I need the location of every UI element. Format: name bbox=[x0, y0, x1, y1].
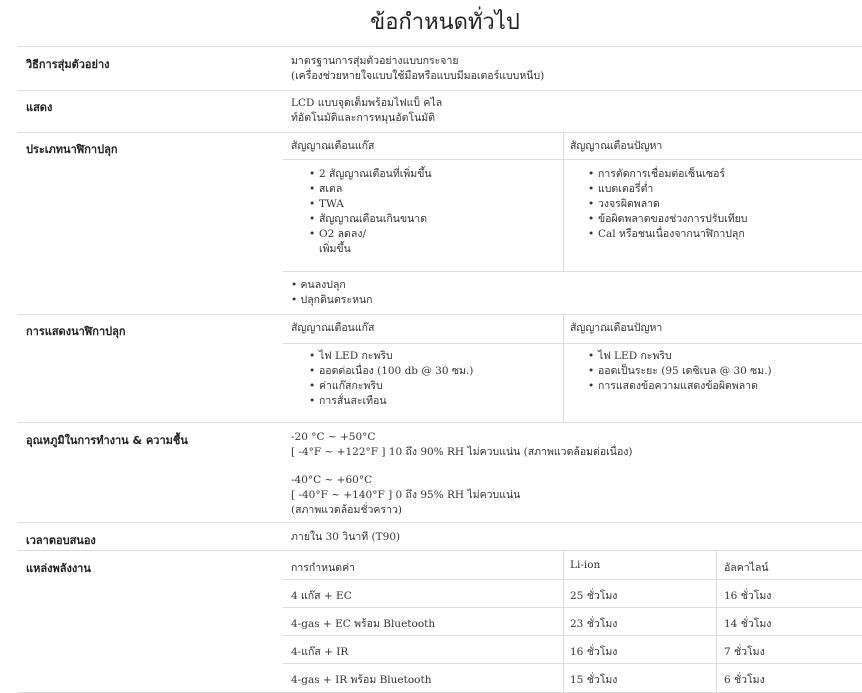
list-item: • การสั่นสะเทือน bbox=[309, 394, 559, 409]
spec-row-response bbox=[18, 522, 862, 551]
list-item: • ข้อผิดพลาดของช่วงการปรับเทียบ bbox=[588, 212, 858, 227]
list-item: • ออดเป็นระยะ (95 เดซิเบล @ 30 ซม.) bbox=[588, 364, 858, 379]
spec-label: วิธีการสุ่มตัวอย่าง bbox=[26, 58, 110, 71]
list-item: • O2 ลดลง/ เพิ่มขึ้น bbox=[309, 227, 559, 257]
table-cell: 15 ชั่วโมง bbox=[570, 674, 618, 686]
table-cell: 25 ชั่วโมง bbox=[570, 590, 618, 602]
problem-alarm-list bbox=[588, 167, 858, 242]
spec-row-power bbox=[18, 550, 862, 693]
table-cell: 14 ชั่วโมง bbox=[724, 618, 772, 630]
problem-alarm-header: สัญญาณเตือนปัญหา bbox=[570, 322, 663, 334]
table-cell: 4-gas + EC พร้อม Bluetooth bbox=[291, 618, 436, 630]
table-cell: 16 ชั่วโมง bbox=[570, 646, 618, 658]
table-cell: 4 แก๊ส + EC bbox=[291, 590, 352, 602]
list-item: • ค่าแก๊สกะพริบ bbox=[309, 379, 559, 394]
problem-alarm-header: สัญญาณเตือนปัญหา bbox=[570, 140, 663, 152]
spec-value: ภายใน 30 วินาที (T90) bbox=[291, 531, 401, 543]
table-header: Li-ion bbox=[570, 559, 601, 571]
spec-row-sampling bbox=[18, 46, 862, 91]
spec-row-display bbox=[18, 90, 862, 133]
list-item: • สเตล bbox=[309, 182, 559, 197]
spec-label: การแสดงนาฬิกาปลุก bbox=[26, 325, 126, 338]
page-title: ข้อกำหนดทั่วไป bbox=[370, 10, 520, 35]
list-item: • 2 สัญญาณเตือนที่เพิ่มขึ้น bbox=[309, 167, 559, 182]
table-cell: 23 ชั่วโมง bbox=[570, 618, 618, 630]
extra-alarm-item: • ปลุกดินตระหนก bbox=[291, 294, 373, 306]
spec-label: อุณหภูมิในการทำงาน & ความชื้น bbox=[26, 434, 188, 447]
spec-value: -40°C ~ +60°C [ -40°F ~ +140°F ] 0 ถึง 95% RH ไม่ควบแน่น (สภาพแวดล้อมชั่วคราว) bbox=[291, 474, 521, 516]
table-cell: 7 ชั่วโมง bbox=[724, 646, 765, 658]
spec-label: แสดง bbox=[26, 101, 53, 114]
table-cell: 4-แก๊ส + IR bbox=[291, 646, 349, 658]
list-item: • แบตเตอรี่ต่ำ bbox=[588, 182, 858, 197]
spec-value: มาตรฐานการสุ่มตัวอย่างแบบกระจาย (เครื่องช่วยหายใจแบบใช้มือหรือแบบมีมอเตอร์แบบหนีบ) bbox=[291, 55, 545, 82]
problem-alarm-display-list bbox=[588, 349, 858, 394]
spec-value: LCD แบบจุดเต็มพร้อมไฟแบ็ คไล ท์อัตโนมัติและการหมุนอัตโนมัติ bbox=[291, 97, 443, 124]
table-header: การกำหนดค่า bbox=[291, 562, 355, 574]
list-item: • Cal หรือชนเนื่องจากนาฬิกาปลุก bbox=[588, 227, 858, 242]
gas-alarm-display-list bbox=[309, 349, 559, 409]
table-cell: 16 ชั่วโมง bbox=[724, 590, 772, 602]
list-item: • TWA bbox=[309, 197, 559, 212]
gas-alarm-header: สัญญาณเตือนแก๊ส bbox=[291, 322, 375, 334]
spec-row-temperature bbox=[18, 422, 862, 523]
spec-label: เวลาตอบสนอง bbox=[26, 534, 96, 547]
spec-row-alarm-display bbox=[18, 314, 862, 423]
extra-alarm-item: • คนลงปลุก bbox=[291, 279, 346, 291]
table-header: อัลคาไลน์ bbox=[724, 562, 769, 574]
list-item: • สัญญาณเตือนเกินขนาด bbox=[309, 212, 559, 227]
list-item: • ไฟ LED กะพริบ bbox=[588, 349, 858, 364]
gas-alarm-header: สัญญาณเตือนแก๊ส bbox=[291, 140, 375, 152]
spec-value: -20 °C ~ +50°C [ -4°F ~ +122°F ] 10 ถึง 90% RH ไม่ควบแน่น (สภาพแวดล้อมต่อเนื่อง) bbox=[291, 431, 633, 458]
spec-row-alarm-type bbox=[18, 132, 862, 315]
list-item: • ไฟ LED กะพริบ bbox=[309, 349, 559, 364]
table-cell: 6 ชั่วโมง bbox=[724, 674, 765, 686]
spec-label: แหล่งพลังงาน bbox=[26, 562, 91, 575]
list-item: • ออดต่อเนื่อง (100 db @ 30 ซม.) bbox=[309, 364, 559, 379]
gas-alarm-list bbox=[309, 167, 559, 257]
list-item: • การตัดการเชื่อมต่อเซ็นเซอร์ bbox=[588, 167, 858, 182]
table-cell: 4-gas + IR พร้อม Bluetooth bbox=[291, 674, 432, 686]
list-item: • การแสดงข้อความแสดงข้อผิดพลาด bbox=[588, 379, 858, 394]
spec-label: ประเภทนาฬิกาปลุก bbox=[26, 143, 118, 156]
list-item: • วงจรผิดพลาด bbox=[588, 197, 858, 212]
